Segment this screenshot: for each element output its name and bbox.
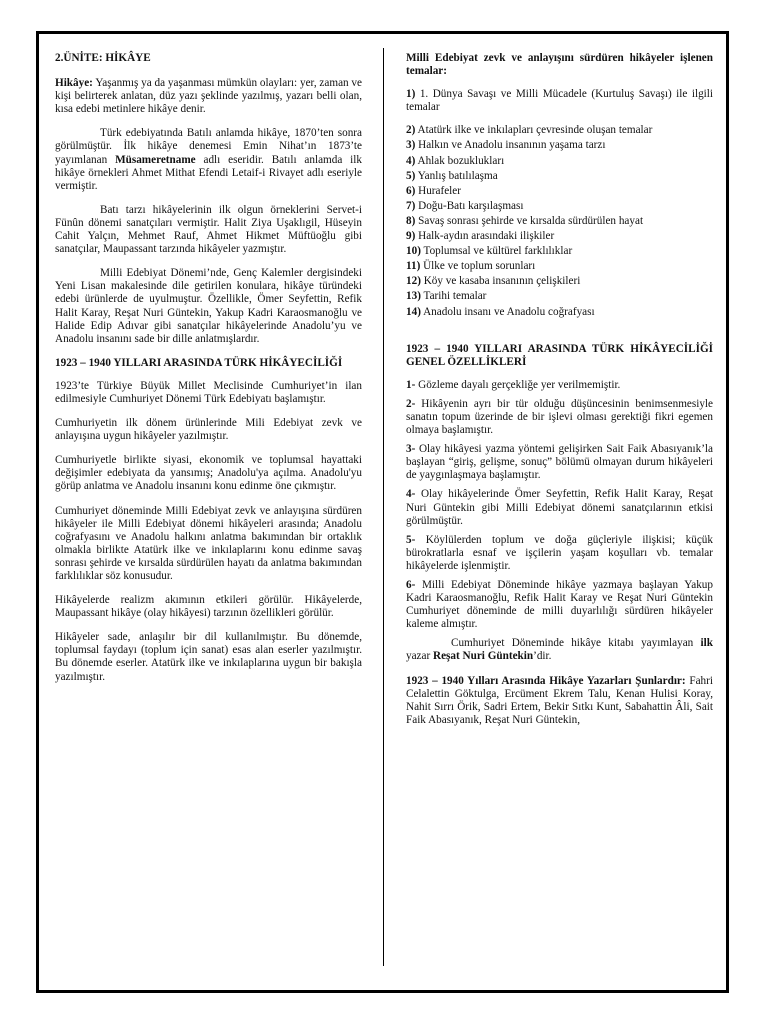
section-paragraph-4: Cumhuriyet döneminde Milli Edebiyat zevk ve anlayışına sürdüren hikâyeler ile Milli Edebiyat dönemi hikâyeleri arasında; Anadolu coğrafyasını ve Anadolu halkını anlatma bakımından bir ortaklık olmakla birlikte Atatürk ilke ve inkılaplarını konu edinme savaş sonrası şehirde ve kırsalda sürdürülen hayatı da anlatma bakımından farklılıklar söz konusudur. [55, 504, 362, 582]
first-writer-text-b: yazar [406, 650, 434, 663]
list-item-text: Olay hikâyelerinde Ömer Seyfettin, Refik Halit Karay, Reşat Nuri Güntekin gibi Milli Edebiyat dönemi sanatçılarının etkisi görülmüştür. [406, 488, 713, 527]
list-item-number: 5) [406, 169, 416, 182]
column-divider [383, 48, 384, 966]
list-item-text: Ahlak bozuklukları [415, 154, 505, 167]
list-item-number: 3- [406, 443, 416, 456]
definition-text: Yaşanmış ya da yaşanması mümkün olayları: yer, zaman ve kişi belirterek anlatan, düz yazı şeklinde yazılmış, yazarı belli olan, kısa edebi metinlere hikâye denir. [55, 77, 362, 116]
right-column [406, 52, 713, 738]
list-item [406, 379, 713, 392]
list-item-text: Ülke ve toplum sorunları [420, 260, 536, 273]
list-item [406, 488, 713, 527]
list-item [406, 260, 713, 273]
list-item [406, 88, 713, 114]
themes-title: Milli Edebiyat zevk ve anlayışını sürdüren hikâyeler işlenen temalar: [406, 52, 713, 78]
list-item-number: 3) [406, 139, 416, 152]
list-item [406, 170, 713, 183]
list-item-number: 6- [406, 579, 416, 591]
list-item-number: 1- [406, 378, 416, 391]
list-item-number: 2- [406, 397, 416, 410]
list-item-number: 8) [406, 214, 416, 227]
list-item-text: Doğu-Batı karşılaşması [415, 199, 524, 212]
list-item [406, 139, 713, 152]
section-paragraph-6: Hikâyeler sade, anlaşılır bir dil kullanılmıştır. Bu dönemde, toplumsal faydayı (toplum için sanat) esas alan eserler yazılmıştır. Bu dönemde eserler. Atatürk ilke ve inkılaplarına uygun bir bakışla yazılmıştır. [55, 631, 362, 683]
writers-paragraph [406, 675, 713, 727]
list-item-number: 10) [406, 245, 421, 258]
section-paragraph-2: Cumhuriyetin ilk dönem ürünlerinde Mili Edebiyat zevk ve anlayışına uygun hikâyeler yazılmıştır. [55, 417, 362, 443]
list-item [406, 579, 713, 631]
list-item-number: 13) [406, 290, 421, 303]
list-item-text: Hikâyenin ayrı bir tür olduğu düşüncesinin benimsenmesiyle sanatın topum üzerinde de bir işlevi olması gerektiği fikri egemen olmaya başlamıştır. [406, 397, 713, 437]
general-title: 1923 – 1940 YILLARI ARASINDA TÜRK HİKÂYECİLİĞİ GENEL ÖZELLİKLERİ [406, 342, 713, 368]
list-item-text: Savaş sonrası şehirde ve kırsalda sürdürülen hayat [415, 214, 644, 227]
list-item-number: 12) [406, 275, 421, 288]
list-item [406, 398, 713, 437]
history-text-a: Türk edebiyatında Batılı anlamda hikâye, 1870’ten sonra görülmüştür. İlk hikâye denemesi Emin Nihat’ın 1873’te yayımlanan [55, 127, 362, 166]
first-writer-name: Reşat Nuri Güntekin [433, 650, 534, 663]
list-item-number: 9) [406, 230, 416, 243]
list-item [406, 306, 713, 319]
list-item-text: Hurafeler [415, 184, 461, 197]
list-item-text: Atatürk ilke ve inkılapları çevresinde oluşan temalar [415, 124, 653, 137]
list-item-text: Yanlış batılılaşma [415, 169, 498, 182]
list-item [406, 443, 713, 482]
list-item-number: 2) [406, 124, 416, 137]
list-item-number: 4) [406, 154, 416, 167]
list-item-text: Anadolu insanı ve Anadolu coğrafyası [420, 305, 595, 318]
left-column [55, 52, 362, 695]
first-writer-paragraph [406, 637, 713, 663]
writers-text: Fahri Celalettin Göktulga, Ercüment Ekrem Talu, Kenan Hulisi Koray, Nahit Sırrı Örik, Sadri Ertem, Bekir Sıtkı Kunt, Sabahattin Âli, Sait Faik Abasıyanık, Reşat Nuri Güntekin, [406, 674, 713, 726]
writers-label: 1923 – 1940 Yılları Arasında Hikâye Yazarları Şunlardır: [406, 674, 686, 687]
list-item [406, 290, 713, 303]
section-paragraph-3: Cumhuriyetle birlikte siyasi, ekonomik ve toplumsal hayattaki değişimler edebiyata da yansımış; Anadolu'ya açılma. Anadolu'yu görüp anlatma ve Anadolu insanını konu edinme öne çıkmıştır. [55, 454, 362, 493]
themes-list [406, 88, 713, 318]
list-item-text: Toplumsal ve kültürel farklılıklar [420, 245, 573, 258]
list-item [406, 185, 713, 198]
list-item-text: 1. Dünya Savaşı ve Milli Mücadele (Kurtuluş Savaşı) ile ilgili temalar [406, 88, 713, 114]
history-paragraph [55, 127, 362, 192]
list-item-text: Köylülerden toplum ve doğa güçleriyle ilişkisi; küçük bürokratlarla esnaf ve işçilerin yaşam koşulları vb. temalar hikâyelerde işlenmiştir. [406, 533, 713, 572]
list-item-number: 6) [406, 184, 416, 197]
list-item [406, 534, 713, 573]
list-item [406, 200, 713, 213]
unit-title: 2.ÜNİTE: HİKÂYE [55, 52, 151, 64]
list-item [406, 124, 713, 137]
definition-label: Hikâye: [55, 77, 93, 90]
list-item [406, 275, 713, 288]
first-writer-text-c: ’dir. [533, 650, 552, 663]
list-item-number: 1) [406, 88, 416, 101]
definition-paragraph [55, 77, 362, 116]
history-bold: Müsameretname [115, 153, 196, 166]
list-item-text: Gözleme dayalı gerçekliğe yer verilmemiştir. [415, 378, 621, 391]
list-item-number: 14) [406, 305, 421, 318]
first-writer-text-a: Cumhuriyet Döneminde hikâye kitabı yayımlayan [451, 637, 701, 650]
servet-paragraph: Batı tarzı hikâyelerinin ilk olgun örneklerini Servet-i Fünûn dönemi sanatçıları vermiştir. Halit Ziya Uşaklıgil, Hüseyin Cahit Yalçın, Mehmet Rauf, Ahmet Hikmet Müftüoğlu gibi sanatçılar, Maupassant tarzında hikâyeler yazmıştır. [55, 203, 362, 256]
first-writer-bold-ilk: ilk [700, 637, 713, 650]
list-item-text: Halkın ve Anadolu insanının yaşama tarzı [415, 139, 606, 152]
list-item-text: Köy ve kasaba insanının çelişkileri [420, 275, 581, 288]
milli-paragraph: Milli Edebiyat Dönemi’nde, Genç Kalemler dergisindeki Yeni Lisan makalesinde dile getirilen konulara, hikâye türündeki edebi ürünlerde de uyulmuştur. Özellikle, Ömer Seyfettin, Refik Halit Karay, Reşat Nuri Güntekin, Yakup Kadri Karaosmanoğlu ve Halide Edip Adıvar gibi sanatçılar hikâyelerinde Anadolu’yu ve Anadolu insanını sade bir dille anlatmışlardır. [55, 267, 362, 345]
list-item-number: 11) [406, 260, 421, 273]
list-item-number: 4- [406, 488, 416, 501]
list-item [406, 245, 713, 258]
list-item-text: Halk-aydın arasındaki ilişkiler [415, 230, 555, 243]
section-paragraph-5: Hikâyelerde realizm akımının etkileri görülür. Hikâyelerde, Maupassant hikâye (olay hikâyesi) tarzının özellikleri görülür. [55, 594, 362, 620]
features-list [406, 379, 713, 632]
section-title: 1923 – 1940 YILLARI ARASINDA TÜRK HİKÂYECİLİĞİ [55, 356, 343, 369]
list-item-number: 7) [406, 199, 416, 212]
list-item [406, 230, 713, 243]
list-item-text: Olay hikâyesi yazma yöntemi gelişirken Sait Faik Abasıyanık’la başlayan “giriş, gelişme, sonuç” bölümü olmayan durum hikâyeleri de yaygınlaşmaya başlamıştır. [406, 443, 713, 482]
list-item-number: 5- [406, 533, 416, 546]
list-item [406, 155, 713, 168]
history-text-b: adlı eseridir. Batılı anlamda ilk hikâye örnekleri Ahmet Mithat Efendi Letaif-i Rivayet adlı eseriyle vermiştir. [55, 153, 362, 192]
list-item [406, 215, 713, 228]
list-item-text: Tarihi temalar [420, 290, 487, 303]
list-item-text: Milli Edebiyat Döneminde hikâye yazmaya başlayan Yakup Kadri Karaosmanoğlu, Refik Halit Karay ve Reşat Nuri Güntekin Cumhuriyet döneminde de milli duyarlılığı sürdüren hikâyeler kaleme almıştır. [406, 579, 713, 631]
section-paragraph-1: 1923’te Türkiye Büyük Millet Meclisinde Cumhuriyet’in ilan edilmesiyle Cumhuriyet Dönemi Türk Edebiyatı başlamıştır. [55, 379, 362, 405]
